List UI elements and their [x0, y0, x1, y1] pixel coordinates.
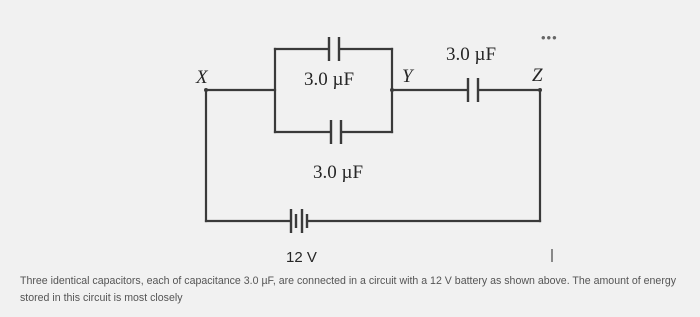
question-text: Three identical capacitors, each of capacitance 3.0 µF, are connected in a circuit with a 12 V battery as shown above. The amount of energy stored in this circuit is most closely — [20, 275, 677, 304]
cap-top-label: 3.0 µF — [304, 69, 355, 90]
cap-bottom-label: 3.0 µF — [313, 162, 364, 183]
node-z-label: Z — [532, 65, 543, 86]
cap-series-label: 3.0 µF — [446, 44, 497, 65]
node-x-label: X — [196, 67, 208, 88]
node-x-dot — [204, 88, 208, 92]
node-z-dot — [538, 88, 542, 92]
node-y-label: Y — [402, 66, 413, 87]
more-options-icon[interactable]: ••• — [541, 30, 558, 45]
node-y-dot — [390, 88, 394, 92]
battery-label: 12 V — [286, 249, 317, 266]
